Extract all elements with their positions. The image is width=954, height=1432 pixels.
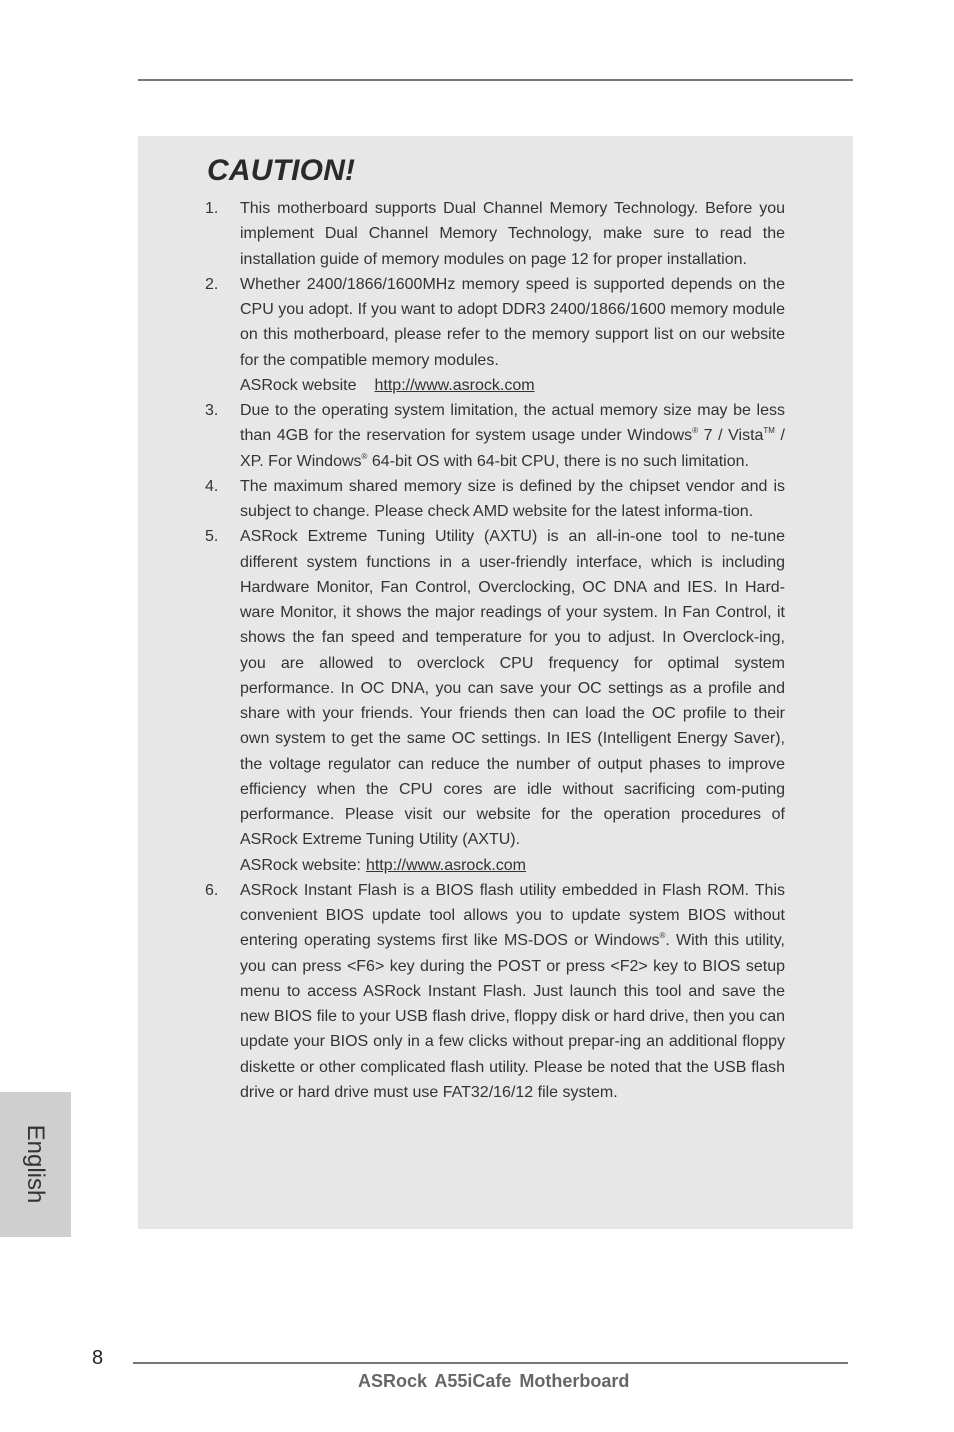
footer-title: ASRock A55iCafe Motherboard — [358, 1371, 630, 1391]
language-label: English — [22, 1124, 49, 1204]
text-fragment: 7 / Vista — [698, 427, 764, 445]
header-rule — [138, 79, 853, 81]
list-item-text: This motherboard supports Dual Channel Memory Technology. Before you implement Dual Channel Memory Technology, make sure to read the installation guide of memory modules on page 12 for proper installation. — [240, 200, 785, 268]
registered-mark: ® — [361, 451, 368, 461]
list-item-text: Whether 2400/1866/1600MHz memory speed is supported depends on the CPU you adopt. If you want to adopt DDR3 2400/1866/1600 memory module on this motherboard, please refer to the memory support list on our website for the compatible memory modules. — [240, 275, 785, 369]
list-item — [205, 878, 785, 1105]
list-item-number: 3. — [205, 402, 219, 419]
list-item-number: 6. — [205, 881, 219, 899]
list-item-number: 1. — [205, 200, 219, 217]
text-fragment: / XP. For Windows — [240, 427, 786, 470]
website-label: ASRock website: — [240, 856, 361, 874]
list-item-text — [240, 878, 785, 1105]
list-item — [205, 272, 785, 398]
list-item — [205, 474, 785, 525]
registered-mark: ® — [692, 426, 699, 436]
list-item-number: 4. — [205, 477, 219, 495]
list-item-text — [240, 398, 785, 474]
list-item-text: ASRock Extreme Tuning Utility (AXTU) is an all-in-one tool to ne-tune different system functions in a user-friendly interface, which is including Hardware Monitor, Fan Control, Overclocking, OC DNA and IES. In Hard-ware Monitor, it shows the major readings of your system. In Fan Control, it shows the fan speed and temperature for you to adjust. In Overclock-ing, you are allowed to overclock CPU frequency for optimal system performance. In OC DNA, you can save your OC settings as a profile and share with your friends. Your friends then can load the OC profile to their own system to get the same OC settings. In IES (Intelligent Energy Saver), the voltage regulator can reduce the number of output phases to improve efficiency when the CPU cores are idle without sacrificing com-puting performance. Please visit our website for the operation procedures of ASRock Extreme Tuning Utility (AXTU). — [240, 528, 785, 849]
website-link[interactable]: http://www.asrock.com — [374, 376, 535, 394]
caution-title: CAUTION! — [207, 154, 356, 187]
caution-list — [205, 196, 785, 1105]
list-item — [205, 524, 785, 878]
text-fragment: Due to the operating system limitation, the actual memory size may be less than 4GB for the reservation for system usage under Windows — [240, 402, 785, 445]
text-fragment: ASRock Instant Flash is a BIOS flash utility embedded in Flash ROM. This convenient BIOS update tool allows you to update system BIOS without entering operating systems first like MS-DOS or Windows — [240, 881, 785, 950]
page-number: 8 — [92, 1347, 104, 1369]
footer-rule — [133, 1362, 848, 1364]
website-line — [240, 373, 785, 398]
list-item-number: 5. — [205, 528, 219, 546]
registered-mark: ® — [659, 931, 666, 941]
trademark-mark: TM — [763, 426, 775, 436]
list-item — [205, 196, 785, 272]
list-item-text: The maximum shared memory size is defined by the chipset vendor and is subject to change. Please check AMD website for the latest informa-tion. — [240, 477, 785, 520]
website-label: ASRock website — [240, 376, 357, 394]
website-line — [240, 853, 785, 878]
text-fragment: 64-bit OS with 64-bit CPU, there is no such limitation. — [367, 452, 749, 470]
list-item — [205, 398, 785, 474]
website-link[interactable]: http://www.asrock.com — [365, 856, 526, 874]
text-fragment: . With this utility, you can press <F6> key during the POST or press <F2> key to BIOS setup menu to access ASRock Instant Flash. Just launch this tool and save the new BIOS file to your USB flash drive, floppy disk or hard drive, then you can update your BIOS only in a few clicks without prepar-ing an additional floppy diskette or other complicated flash utility. Please be noted that the USB flash drive or hard drive must use FAT32/16/12 file system. — [240, 932, 786, 1101]
list-item-number: 2. — [205, 275, 219, 293]
